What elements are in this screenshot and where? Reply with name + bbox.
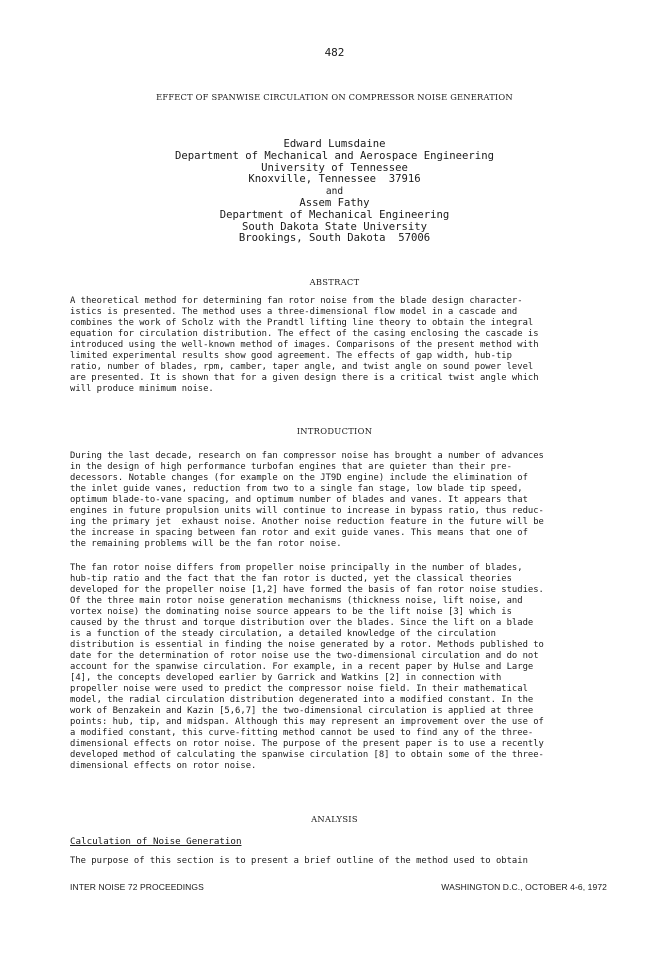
author-affiliation: South Dakota State University <box>242 220 427 233</box>
text-line: in the design of high performance turbofan engines that are quieter than their pre- <box>70 462 512 472</box>
text-line: combines the work of Scholz with the Prandtl lifting line theory to obtain the integral <box>70 318 534 328</box>
text-line: A theoretical method for determining fan rotor noise from the blade design character- <box>70 296 523 306</box>
author-block <box>0 139 669 245</box>
author-affiliation: Department of Mechanical and Aerospace Engineering <box>175 149 494 162</box>
analysis-heading: ANALYSIS <box>311 814 358 824</box>
text-line: During the last decade, research on fan compressor noise has brought a number of advances <box>70 451 544 461</box>
text-line: date for the determination of rotor noise use the two-dimensional circulation and do not <box>70 651 539 661</box>
text-line: the remaining problems will be the fan rotor noise. <box>70 539 342 549</box>
text-line: developed for the propeller noise [1,2] have formed the basis of fan rotor noise studies. <box>70 585 544 595</box>
text-line: distribution is essential in finding the noise generated by a rotor. Methods published to <box>70 640 544 650</box>
text-line: points: hub, tip, and midspan. Although this may represent an improvement over the use of <box>70 717 544 727</box>
abstract-heading: ABSTRACT <box>309 277 360 287</box>
introduction-heading: INTRODUCTION <box>296 426 373 436</box>
footer-location-date: WASHINGTON D.C., OCTOBER 4-6, 1972 <box>441 882 607 892</box>
text-line: will produce minimum noise. <box>70 384 214 394</box>
author-affiliation: University of Tennessee <box>261 161 408 174</box>
text-line: the increase in spacing between fan rotor and exit guide vanes. This means that one of <box>70 528 528 538</box>
author-address: Brookings, South Dakota 57006 <box>238 232 431 245</box>
introduction-paragraph <box>70 563 630 772</box>
text-line: Of the three main rotor noise generation mechanisms (thickness noise, lift noise, and <box>70 596 523 606</box>
text-line: istics is presented. The method uses a three-dimensional flow model in a cascade and <box>70 307 518 317</box>
abstract-text <box>70 296 630 395</box>
text-line: engines in future propulsion units will continue to increase in bypass ratio, thus reduc- <box>70 506 544 516</box>
text-line: a modified constant, this curve-fitting method cannot be used to find any of the three- <box>70 728 534 738</box>
text-line: model, the radial circulation distribution degenerated into a modified constant. In the <box>70 695 534 705</box>
text-line: The purpose of this section is to present a brief outline of the method used to obtain <box>70 856 528 866</box>
page-number: 482 <box>324 46 345 59</box>
text-line: dimensional effects on rotor noise. The purpose of the present paper is to use a recently <box>70 739 544 749</box>
text-line: vortex noise) the dominating noise source appears to be the lift noise [3] which is <box>70 607 512 617</box>
author-address: Knoxville, Tennessee 37916 <box>248 173 421 186</box>
text-line: work of Benzakein and Kazin [5,6,7] the two-dimensional circulation is applied at three <box>70 706 534 716</box>
text-line: The fan rotor noise differs from propeller noise principally in the number of blades, <box>70 563 523 573</box>
text-line: decessors. Notable changes (for example on the JT9D engine) include the elimination of <box>70 473 528 483</box>
text-line: limited experimental results show good agreement. The effects of gap width, hub-tip <box>70 351 512 361</box>
footer-proceedings: INTER NOISE 72 PROCEEDINGS <box>70 882 204 892</box>
introduction-paragraph <box>70 451 630 550</box>
text-line: developed method of calculating the spanwise circulation [8] to obtain some of the three- <box>70 750 544 760</box>
author-conjunction: and <box>325 186 344 198</box>
text-line: ratio, number of blades, rpm, camber, taper angle, and twist angle on sound power level <box>70 362 534 372</box>
text-line: propeller noise were used to predict the compressor noise field. In their mathematical <box>70 684 528 694</box>
text-line: ing the primary jet exhaust noise. Another noise reduction feature in the future will be <box>70 517 544 527</box>
author-name: Assem Fathy <box>299 196 370 209</box>
analysis-subheading: Calculation of Noise Generation <box>70 836 242 847</box>
text-line: optimum blade-to-vane spacing, and optimum number of blades and vanes. It appears that <box>70 495 528 505</box>
paper-title: EFFECT OF SPANWISE CIRCULATION ON COMPRESSOR NOISE GENERATION <box>156 92 513 102</box>
text-line: [4], the concepts developed earlier by Garrick and Watkins [2] in connection with <box>70 673 502 683</box>
text-line: equation for circulation distribution. The effect of the casing enclosing the cascade is <box>70 329 539 339</box>
text-line: caused by the thrust and torque distribution over the blades. Since the lift on a blade <box>70 618 534 628</box>
text-line: dimensional effects on rotor noise. <box>70 761 257 771</box>
text-line: is a function of the steady circulation, a detailed knowledge of the circulation <box>70 629 496 639</box>
text-line: introduced using the well-known method of images. Comparisons of the present method with <box>70 340 539 350</box>
text-line: are presented. It is shown that for a given design there is a critical twist angle which <box>70 373 539 383</box>
author-name: Edward Lumsdaine <box>283 138 386 150</box>
author-affiliation: Department of Mechanical Engineering <box>219 208 450 221</box>
analysis-paragraph <box>70 856 630 867</box>
text-line: hub-tip ratio and the fact that the fan rotor is ducted, yet the classical theories <box>70 574 512 584</box>
text-line: account for the spanwise circulation. For example, in a recent paper by Hulse and Large <box>70 662 534 672</box>
text-line: the inlet guide vanes, reduction from two to a single fan stage, low blade tip speed, <box>70 484 523 494</box>
